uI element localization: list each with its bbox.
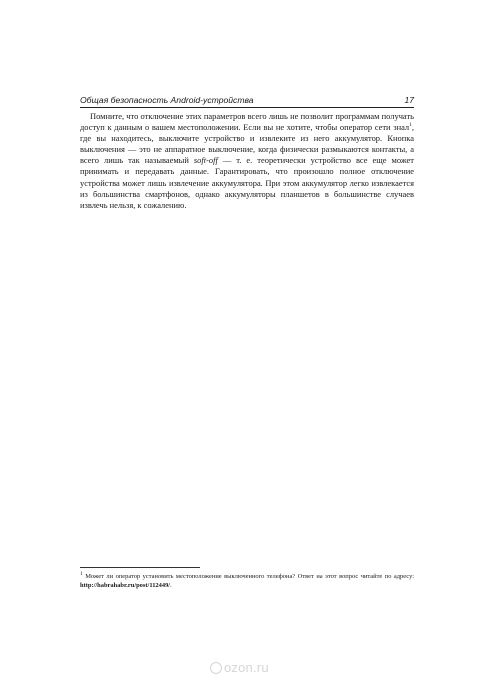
running-header (80, 94, 414, 106)
watermark-text: ozon.ru (224, 660, 269, 675)
footnote-paragraph (80, 572, 414, 590)
page-number: 17 (404, 95, 414, 105)
ozon-logo-icon (210, 662, 222, 674)
body-text-part-2: , где вы находитесь, выключите устройство и извлеките из него аккумулятор. Кнопка выключения — это не аппаратное выключение, когда физически размыкаются контакты, а всего лишь так называемый (80, 122, 414, 166)
header-rule (80, 107, 414, 108)
footnote-end: . (170, 582, 172, 590)
body-text-part-3: — т. е. теоретически устройство все еще может принимать и передавать данные. Гарантировать, что произошло полное отключение устройства может лишь извлечение аккумулятора. При этом аккумулятор легко извлекается из большинства смартфонов, однако аккумуляторы планшетов в большинстве случаев извлечь нельзя, к сожалению. (80, 155, 414, 210)
body-text-part-1: Помните, что отключение этих параметров всего лишь не позволит программам получать доступ к данным о вашем местоположении. Если вы не хотите, чтобы оператор сети знал (80, 111, 414, 133)
soft-off-term: soft-off (193, 155, 218, 166)
footnote-marker: 1 (80, 570, 83, 577)
footnote (80, 572, 414, 590)
footnote-separator (80, 567, 200, 568)
body-paragraph (80, 111, 414, 211)
running-title: Общая безопасность Android-устройства (80, 95, 254, 105)
footnote-reference[interactable]: 1 (409, 122, 412, 129)
body-text (80, 111, 414, 211)
footnote-text: Может ли оператор установить местоположение выключенного телефона? Ответ на этот вопрос читайте по адресу: (82, 573, 414, 580)
footnote-link[interactable]: http://habrahabr.ru/post/112449/ (80, 582, 171, 590)
ozon-watermark (200, 660, 280, 678)
